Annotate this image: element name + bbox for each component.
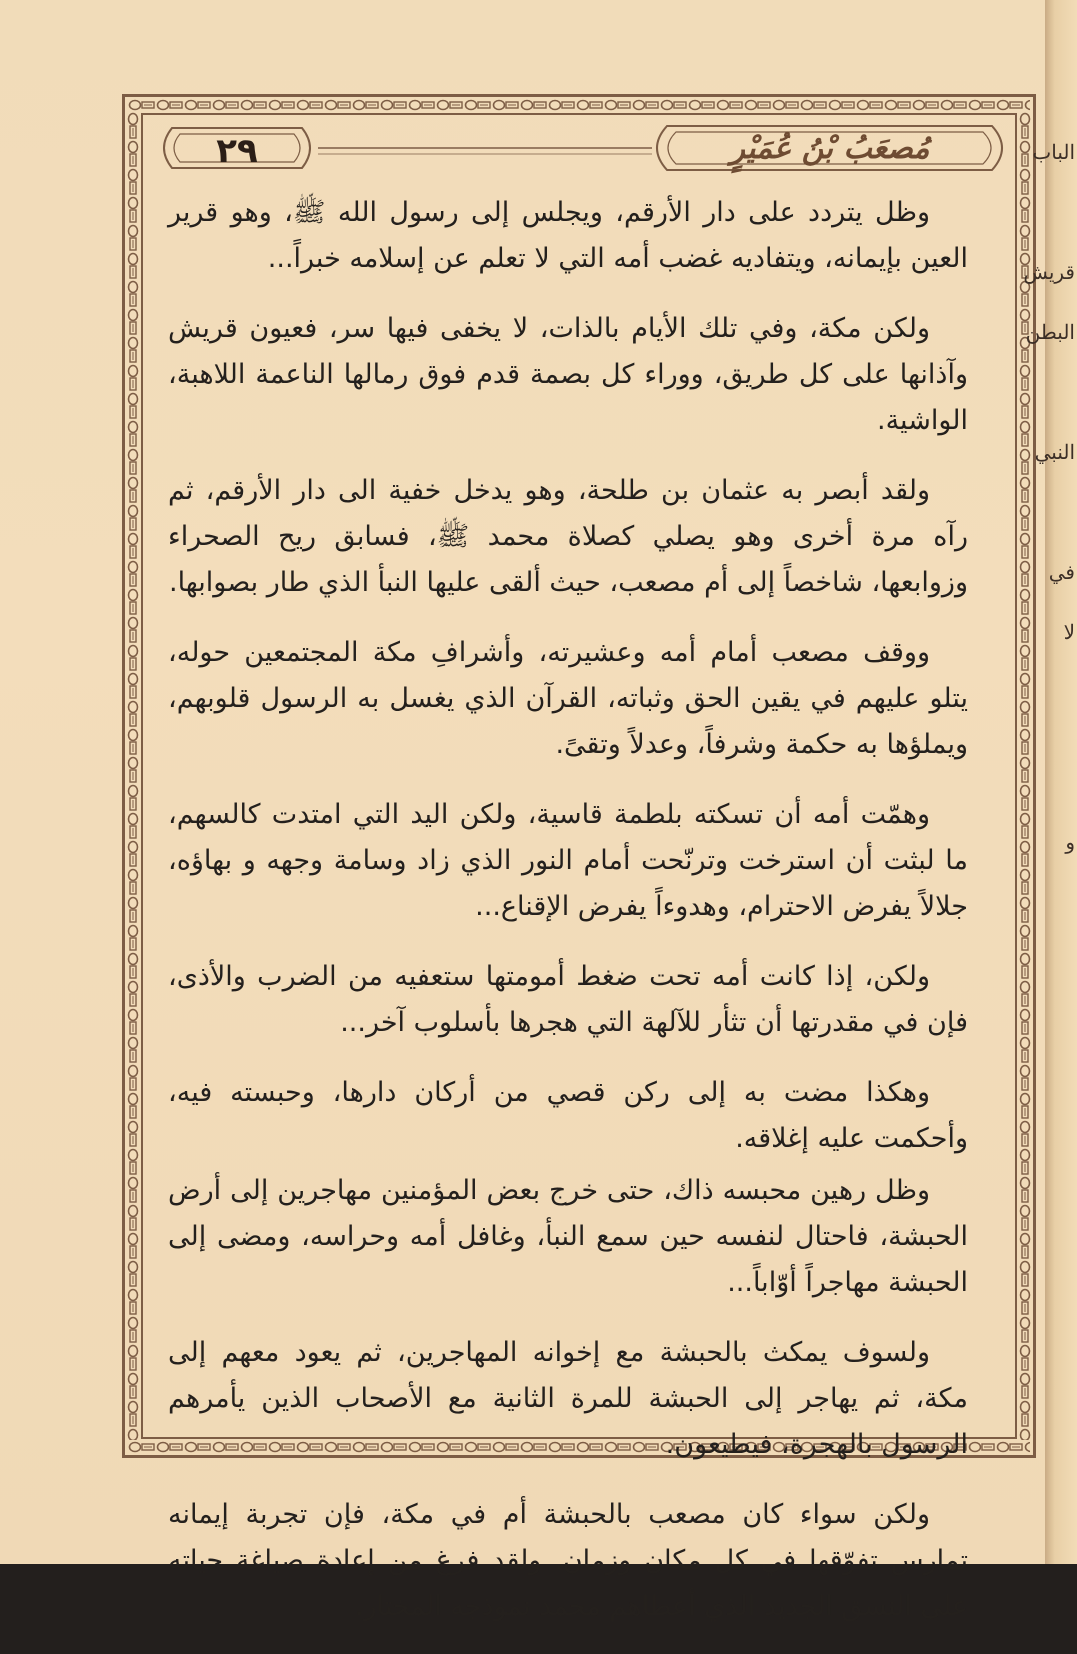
running-title: مُصعَبُ بْنُ عُمَيْرٍ xyxy=(730,130,930,166)
next-page-fragment: قريش xyxy=(1023,260,1075,284)
next-page-fragment: البطن xyxy=(1025,320,1075,344)
paragraph: وظل يتردد على دار الأرقم، ويجلس إلى رسول الله ﷺ، وهو قرير العين بإيمانه، ويتفاديه غضب أمه التي لا تعلم عن إسلامه خبراً... xyxy=(168,197,968,274)
next-page-fragment: في xyxy=(1048,560,1075,584)
next-page-fragment: و xyxy=(1065,830,1075,854)
paragraph: ولسوف يمكث بالحبشة مع إخوانه المهاجرين، ثم يعود معهم إلى مكة، ثم يهاجر إلى الحبشة للمرة الثانية مع الأصحاب الذين يأمرهم الرسول بالهجرة، فيطيعون. xyxy=(168,1337,968,1460)
next-page-fragment: النبي xyxy=(1034,440,1075,464)
paragraph: ولكن، إذا كانت أمه تحت ضغط أمومتها ستعفيه من الضرب والأذى، فإن في مقدرتها أن تثأر للآلهة التي هجرها بأسلوب آخر... xyxy=(168,961,968,1038)
paragraph: وهكذا مضت به إلى ركن قصي من أركان دارها، وحبسته فيه، وأحكمت عليه إغلاقه. xyxy=(168,1077,968,1154)
next-page-fragment: لا xyxy=(1063,620,1075,644)
page-number: ٢٩ xyxy=(216,131,258,171)
next-page-fragment: الباب xyxy=(1032,140,1075,164)
paragraph: ولكن سواء كان مصعب بالحبشة أم في مكة، فإن تجربة إيمانه تمارس تفوّقها في كل مكان وزمان. ولقد فرغ من إعادة صياغة حياته على النسق الجديد الذي أعطاهم محمد نموذجه المختار. xyxy=(168,1499,968,1622)
left-ornament-band xyxy=(126,112,140,1440)
top-ornament-band xyxy=(128,98,1030,112)
next-page-edge xyxy=(1023,0,1077,1564)
body-text xyxy=(168,190,968,1654)
paragraph: ولقد أبصر به عثمان بن طلحة، وهو يدخل خفية الى دار الأرقم، ثم رآه مرة أخرى وهو يصلي كصلاة محمد ﷺ، فسابق ريح الصحراء وزوابعها، شاخصاً إلى أم مصعب، حيث ألقى عليها النبأ الذي طار بصوابها. xyxy=(168,475,968,598)
paragraph: وظل رهين محبسه ذاك، حتى خرج بعض المؤمنين مهاجرين إلى أرض الحبشة، فاحتال لنفسه حين سمع النبأ، وغافل أمه وحراسه، ومضى إلى الحبشة مهاجراً أوّاباً... xyxy=(168,1175,968,1298)
right-ornament-band xyxy=(1018,112,1032,1440)
paragraph: ووقف مصعب أمام أمه وعشيرته، وأشرافِ مكة المجتمعين حوله، يتلو عليهم في يقين الحق وثباته، القرآن الذي يغسل به الرسول قلوبهم، ويملؤها به حكمة وشرفاً، وعدلاً وتقىً. xyxy=(168,637,968,760)
paragraph: ولكن مكة، وفي تلك الأيام بالذات، لا يخفى فيها سر، فعيون قريش وآذانها على كل طريق، ووراء كل بصمة قدم فوق رمالها الناعمة اللاهبة، الواشية. xyxy=(168,313,968,436)
paragraph: وهمّت أمه أن تسكته بلطمة قاسية، ولكن اليد التي امتدت كالسهم، ما لبثت أن استرخت وترنّحت أمام النور الذي زاد وسامة وجهه و بهاؤه، جلالاً يفرض الاحترام، وهدوءاً يفرض الإقناع... xyxy=(168,799,968,922)
